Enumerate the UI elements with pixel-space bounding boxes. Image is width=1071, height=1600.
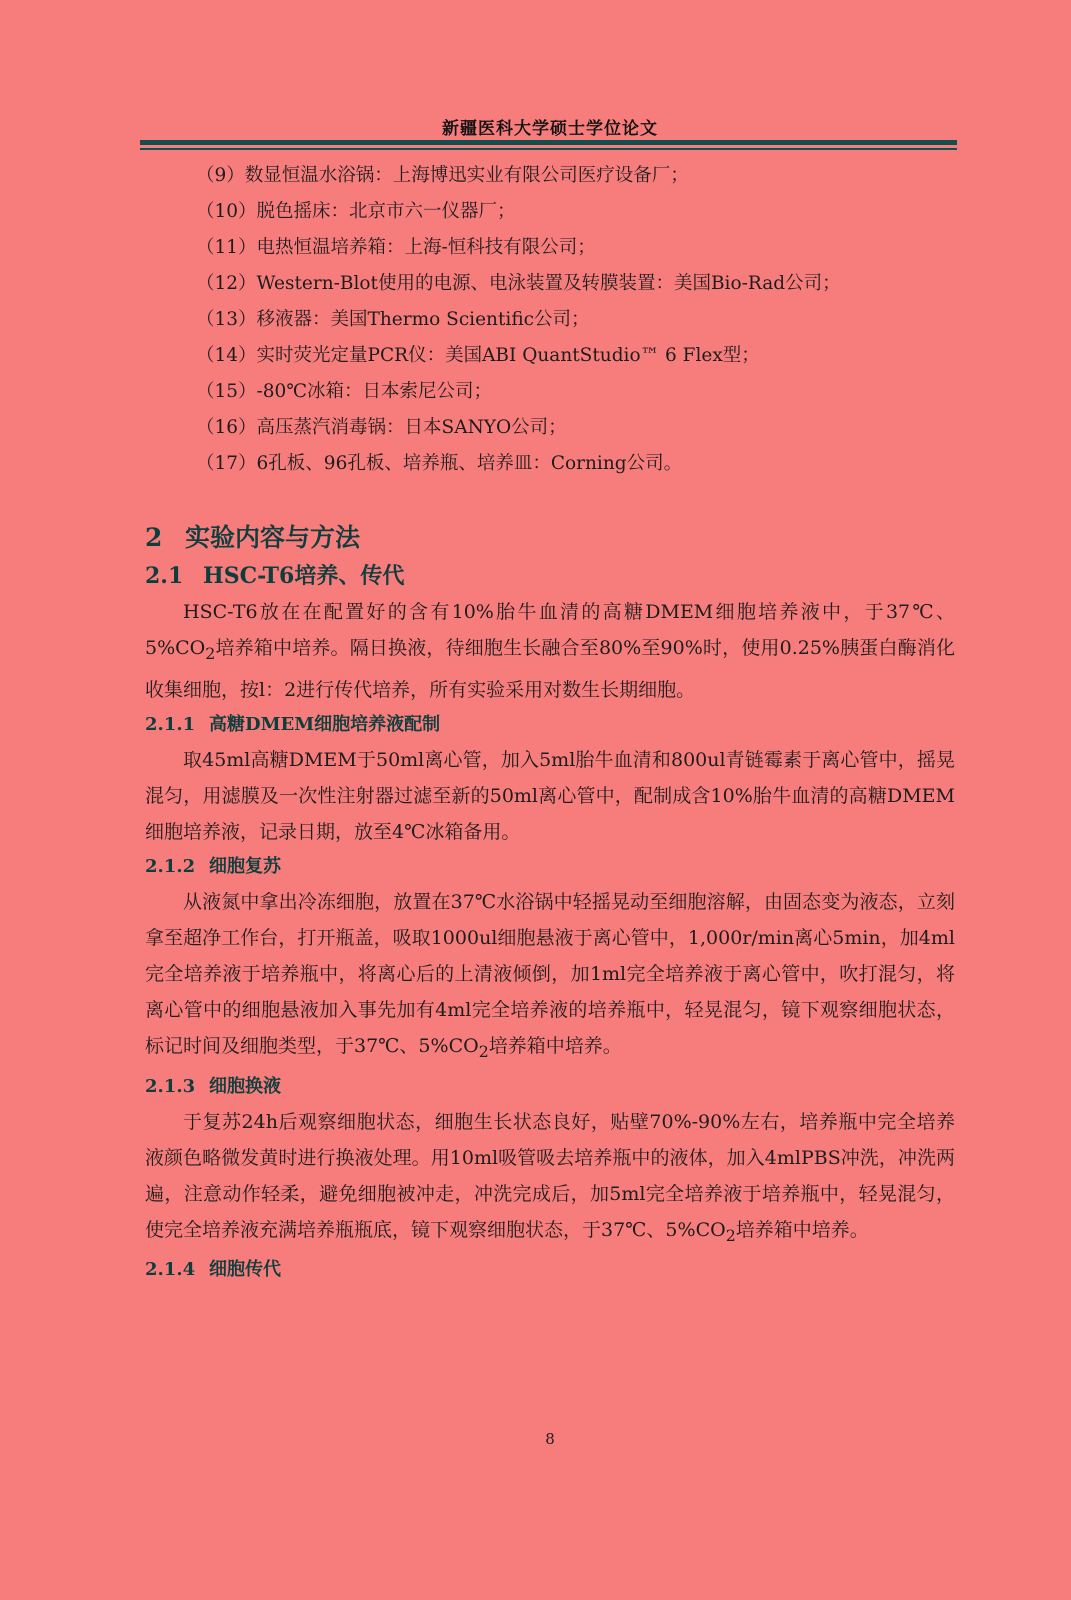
section-title: 实验内容与方法 [185,523,361,552]
section-title: 细胞复苏 [209,855,281,877]
section-number: 2.1.3 [145,1075,196,1097]
equipment-item: （16）高压蒸汽消毒锅：日本SANYO公司； [196,417,567,438]
equipment-item: （10）脱色摇床：北京市六一仪器厂； [196,201,516,222]
section-heading-2-1 [145,558,955,594]
paragraph-2-1-3: 于复苏24h后观察细胞状态，细胞生长状态良好，贴壁70%-90%左右，培养瓶中完全培养液颜色略微发黄时进行换液处理。用10ml吸管吸去培养瓶中的液体，加入4mlPBS冲洗，冲洗两遍，注意动作轻柔，避免细胞被冲走，冲洗完成后，加5ml完全培养液于培养瓶中，轻晃混匀，使完全培养液充满培养瓶瓶底，镜下观察细胞状态，于37℃、$5\%CO_2$培养箱中培养。 [145,1110,955,1245]
section-number: 2 [145,523,163,552]
section-heading-2-1-1 [145,708,955,742]
section-title: HSC-T6培养、传代 [203,563,405,589]
paragraph-2-1: HSC-T6放在在配置好的含有10%胎牛血清的高糖DMEM细胞培养液中，于37℃、$5\%CO_2$培养箱中培养。隔日换液，待细胞生长融合至80%至90%时，使用0.25%胰蛋白酶消化收集细胞，按l：2进行传代培养，所有实验采用对数生长期细胞。 [145,601,955,701]
equipment-item: （14）实时荧光定量PCR仪：美国ABI QuantStudio™ 6 Flex型； [196,345,760,366]
section-heading-2 [145,518,955,558]
section-heading-2-1-4 [145,1253,955,1287]
section-heading-2-1-3 [145,1070,955,1104]
section-number: 2.1.2 [145,855,196,877]
equipment-item: （11）电热恒温培养箱：上海-恒科技有限公司； [196,237,596,258]
running-header: 新疆医科大学硕士学位论文 [442,119,658,139]
paragraph-2-1-2: 从液氮中拿出冷冻细胞，放置在37℃水浴锅中轻摇晃动至细胞溶解，由固态变为液态，立刻拿至超净工作台，打开瓶盖，吸取1000ul细胞悬液于离心管中，1,000r/min离心5min，加4ml完全培养液于培养瓶中，将离心后的上清液倾倒，加1ml完全培养液于离心管中，吹打混匀，将离心管中的细胞悬液加入事先加有4ml完全培养液的培养瓶中，轻晃混匀，镜下观察细胞状态，标记时间及细胞类型，于37℃、$5\%CO_2$培养箱中培养。 [145,890,955,1061]
section-title: 细胞换液 [209,1075,281,1097]
page-number: 8 [545,1430,555,1448]
section-number: 2.1.4 [145,1259,196,1281]
equipment-item: （12）Western-Blot使用的电源、电泳装置及转膜装置：美国Bio-Rad公司； [196,273,841,294]
header-rule-thick [140,140,957,145]
section-number: 2.1.1 [145,713,196,735]
paragraph-2-1-1: 取45ml高糖DMEM于50ml离心管，加入5ml胎牛血清和800ul青链霉素于离心管中，摇晃混匀，用滤膜及一次性注射器过滤至新的50ml离心管中，配制成含10%胎牛血清的高糖DMEM细胞培养液，记录日期，放至4℃冰箱备用。 [145,748,955,843]
equipment-item: （9）数显恒温水浴锅：上海博迅实业有限公司医疗设备厂； [196,165,689,186]
main-content [145,518,955,1287]
header-rule-thin [140,148,957,150]
equipment-list [196,158,956,482]
equipment-item: （15）-80℃冰箱：日本索尼公司； [196,381,493,402]
section-title: 高糖DMEM细胞培养液配制 [209,713,441,735]
equipment-item: （13）移液器：美国Thermo Scientific公司； [196,309,590,330]
section-heading-2-1-2 [145,850,955,884]
equipment-item: （17）6孔板、96孔板、培养瓶、培养皿：Corning公司。 [196,453,683,474]
section-number: 2.1 [145,563,184,589]
section-title: 细胞传代 [209,1259,281,1281]
